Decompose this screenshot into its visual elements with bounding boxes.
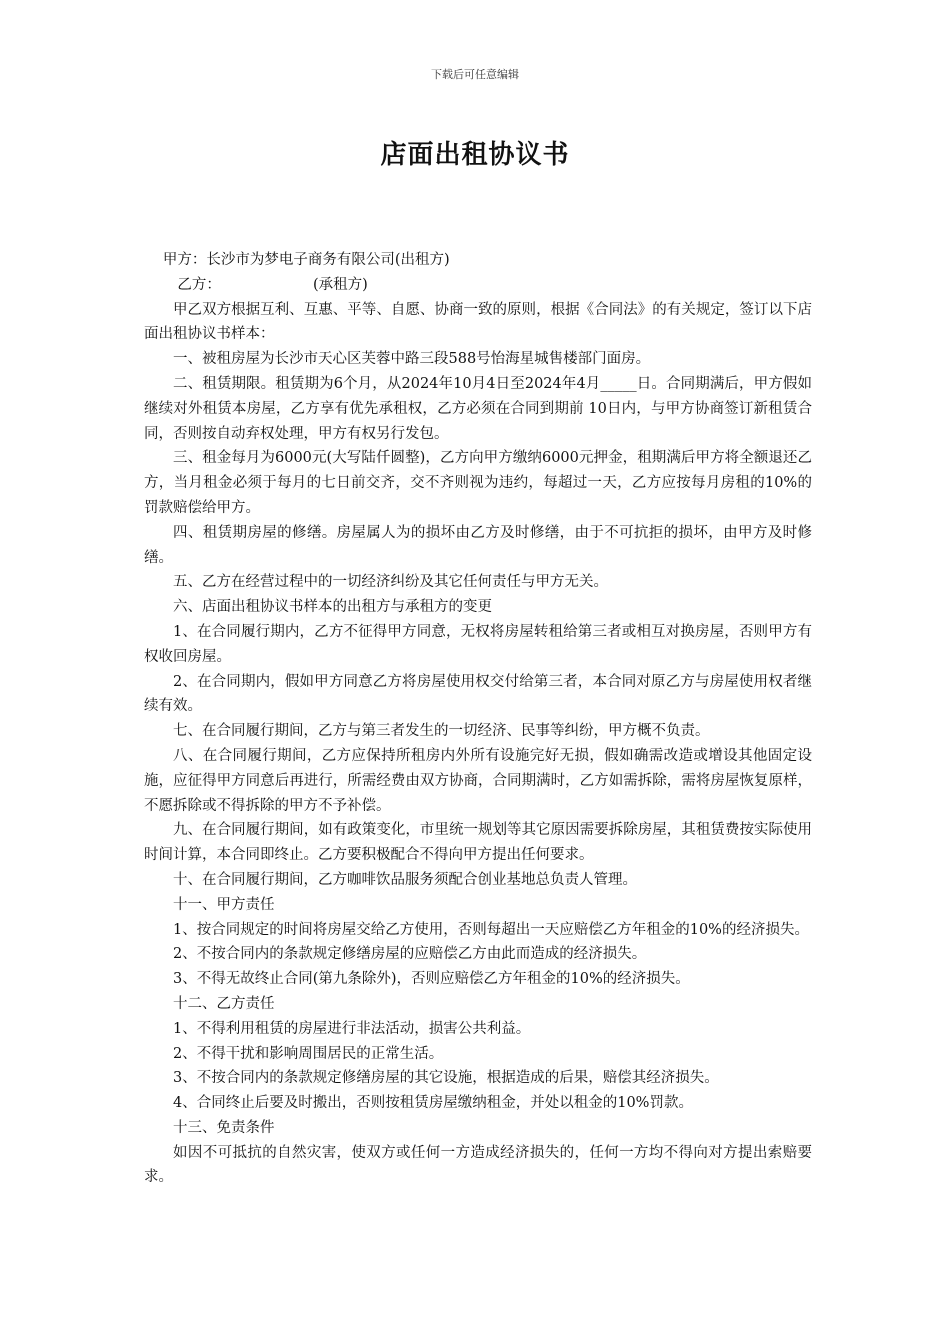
clause-13-text: 如因不可抵抗的自然灾害，使双方或任何一方造成经济损失的，任何一方均不得向对方提出索赔要求。	[144, 1144, 812, 1186]
clause-12-item-4: 4、合同终止后要及时搬出，否则按租赁房屋缴纳租金，并处以租金的10%罚款。	[173, 1095, 693, 1112]
clause-6-item-1: 1、在合同履行期内，乙方不征得甲方同意，无权将房屋转租给第三者或相互对换房屋，否则甲方有权收回房屋。	[144, 623, 812, 665]
document-body	[144, 248, 812, 1190]
clause-11-item-2: 2、不按合同内的条款规定修缮房屋的应赔偿乙方由此而造成的经济损失。	[173, 946, 647, 963]
clause-2: 二、租赁期限。租赁期为6个月，从2024年10月4日至2024年4月_____日。合同期满后，甲方假如继续对外租赁本房屋，乙方享有优先承租权，乙方必须在合同到期前 10日内，与甲方协商签订新租赁合同，否则按自动弃权处理，甲方有权另行发包。	[144, 375, 812, 442]
clause-12-heading: 十二、乙方责任	[173, 995, 275, 1012]
clause-5: 五、乙方在经营过程中的一切经济纠纷及其它任何责任与甲方无关。	[173, 574, 608, 591]
clause-12-item-3: 3、不按合同内的条款规定修缮房屋的其它设施，根据造成的后果，赔偿其经济损失。	[173, 1070, 719, 1087]
clause-9: 九、在合同履行期间，如有政策变化，市里统一规划等其它原因需要拆除房屋，其租赁费按实际使用时间计算，本合同即终止。乙方要积极配合不得向甲方提出任何要求。	[144, 822, 812, 864]
header-note: 下载后可任意编辑	[431, 68, 519, 81]
clause-10: 十、在合同履行期间，乙方咖啡饮品服务须配合创业基地总负责人管理。	[173, 871, 637, 888]
party-b-line: 乙方： (承租方)	[177, 276, 368, 293]
clause-11-item-3: 3、不得无故终止合同(第九条除外)，否则应赔偿乙方年租金的10%的经济损失。	[173, 971, 690, 988]
clause-11-heading: 十一、甲方责任	[173, 896, 275, 913]
clause-8: 八、在合同履行期间，乙方应保持所租房内外所有设施完好无损，假如确需改造或增设其他固定设施，应征得甲方同意后再进行，所需经费由双方协商，合同期满时，乙方如需拆除，需将房屋恢复原样，不愿拆除或不得拆除的甲方不予补偿。	[144, 747, 812, 814]
clause-6: 六、店面出租协议书样本的出租方与承租方的变更	[173, 599, 492, 616]
party-a-line: 甲方：长沙市为梦电子商务有限公司(出租方)	[162, 252, 450, 268]
paragraph: 甲乙双方根据互利、互惠、平等、自愿、协商一致的原则，根据《合同法》的有关规定，签订以下店面出租协议书样本：	[144, 301, 812, 343]
clause-12-item-1: 1、不得利用租赁的房屋进行非法活动，损害公共利益。	[173, 1020, 531, 1037]
clause-4: 四、租赁期房屋的修缮。房屋属人为的损坏由乙方及时修缮，由于不可抗拒的损坏，由甲方及时修缮。	[144, 524, 812, 566]
clause-13-heading: 十三、免责条件	[173, 1119, 275, 1136]
clause-6-item-2: 2、在合同期内，假如甲方同意乙方将房屋使用权交付给第三者，本合同对原乙方与房屋使用权者继续有效。	[144, 673, 812, 715]
clause-1: 一、被租房屋为长沙市天心区芙蓉中路三段588号怡海星城售楼部门面房。	[173, 351, 651, 368]
document-title: 店面出租协议书	[380, 140, 570, 170]
clause-3: 三、租金每月为6000元(大写陆仟圆整)，乙方向甲方缴纳6000元押金，租期满后甲方将全额退还乙方，当月租金必须于每月的七日前交齐，交不齐则视为违约，每超过一天，乙方应按每月房租的10%的罚款赔偿给甲方。	[144, 450, 812, 516]
clause-7: 七、在合同履行期间，乙方与第三者发生的一切经济、民事等纠纷，甲方概不负责。	[173, 723, 710, 740]
clause-12-item-2: 2、不得干扰和影响周围居民的正常生活。	[173, 1045, 444, 1062]
clause-11-item-1: 1、按合同规定的时间将房屋交给乙方使用，否则每超出一天应赔偿乙方年租金的10%的经济损失。	[173, 921, 809, 938]
